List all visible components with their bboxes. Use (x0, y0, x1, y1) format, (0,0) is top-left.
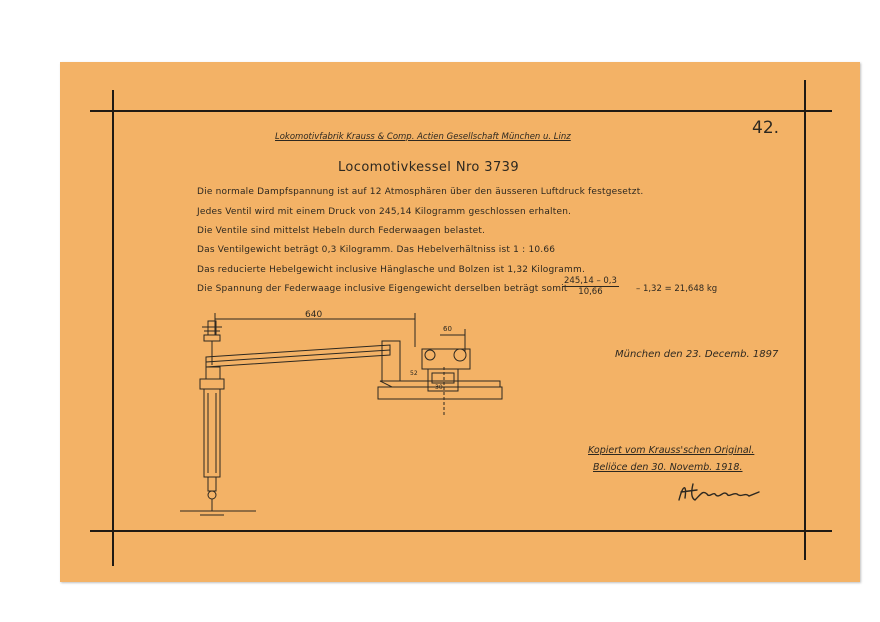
text-line-6: Die Spannung der Federwaage inclusive Eigengewicht derselben beträgt somit (197, 284, 568, 294)
text-line-1: Die normale Dampfspannung ist auf 12 Atmosphären über den äusseren Luftdruck festgesetzt. (197, 187, 644, 197)
dim-label-30: 30 (435, 384, 443, 391)
formula-numerator: 245,14 – 0,3 (564, 276, 617, 286)
text-line-3: Die Ventile sind mittelst Hebeln durch Federwaagen belastet. (197, 226, 486, 236)
balance-hook (208, 491, 216, 499)
formula-denominator: 10,66 (578, 287, 603, 297)
left-border-line (112, 90, 114, 566)
bottom-border-line (90, 530, 832, 532)
text-line-5: Das reducierte Hebelgewicht inclusive Hänglasche und Bolzen ist 1,32 Kilogramm. (197, 265, 585, 275)
dim-label-60: 60 (443, 325, 452, 333)
document-sheet (60, 62, 860, 582)
spring-balance-body (204, 389, 220, 477)
formula-result: – 1,32 = 21,648 kg (636, 284, 718, 294)
top-border-line (90, 110, 832, 112)
place-date: München den 23. Decemb. 1897 (615, 349, 779, 360)
formula-fraction (562, 276, 619, 297)
valve-pivot-2 (454, 349, 466, 361)
copy-note-2: Beliöce den 30. Novemb. 1918. (593, 462, 743, 473)
text-line-2: Jedes Ventil wird mit einem Druck von 245,14 Kilogramm geschlossen erhalten. (197, 207, 572, 217)
signature-image (675, 480, 765, 506)
company-header: Lokomotivfabrik Krauss & Comp. Actien Gesellschaft München u. Linz (275, 132, 571, 142)
balance-collar (200, 379, 224, 389)
valve-lever-drawing (160, 307, 520, 522)
valve-pivot-1 (425, 350, 435, 360)
text-line-4: Das Ventilgewicht beträgt 0,3 Kilogramm. Das Hebelverhältniss ist 1 : 10.66 (197, 245, 556, 255)
dim-label-640: 640 (305, 310, 323, 320)
valve-housing (382, 341, 400, 381)
document-title: Locomotivkessel Nro 3739 (338, 160, 519, 175)
dim-label-52: 52 (410, 370, 418, 377)
copy-note-1: Kopiert vom Krauss'schen Original. (588, 445, 755, 456)
page-number: 42. (752, 118, 780, 138)
right-border-line (804, 80, 806, 560)
